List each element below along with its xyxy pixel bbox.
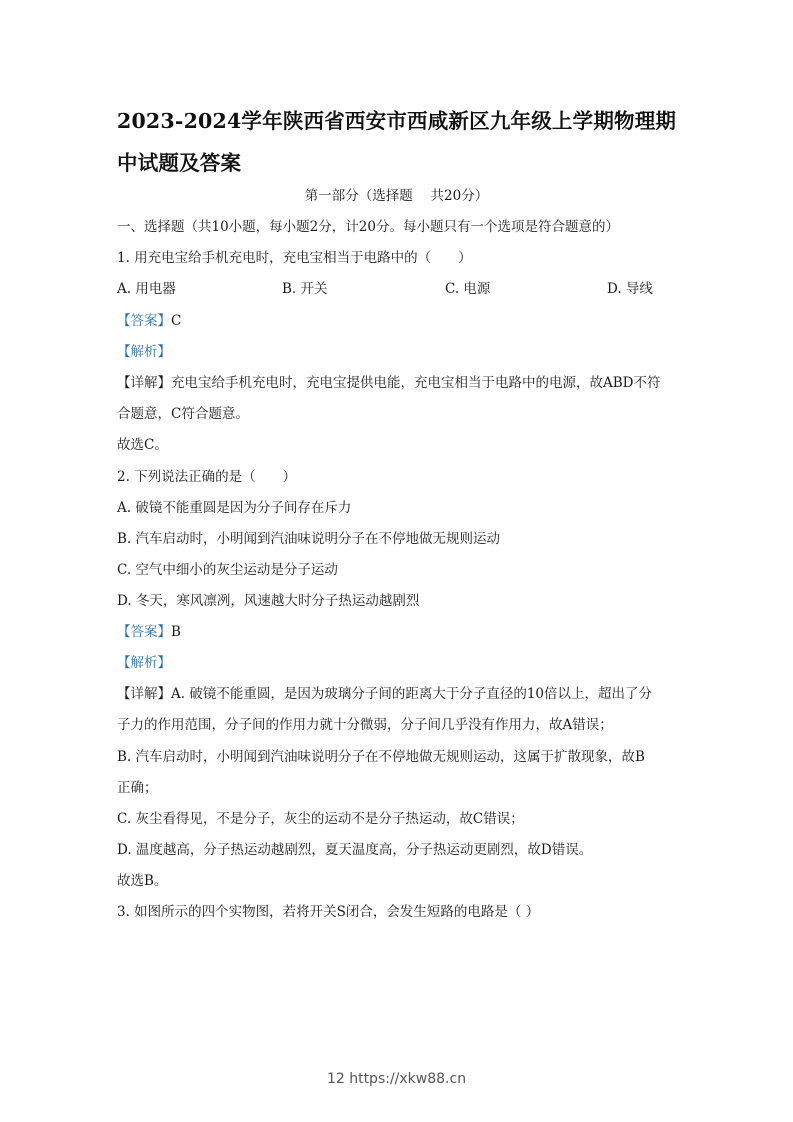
document-title-line-1: 2023-2024学年陕西省西安市西咸新区九年级上学期物理期 [117, 109, 677, 133]
question-2-stem: 2. 下列说法正确的是（ ） [117, 469, 297, 485]
question-1-option-c: C. 电源 [445, 281, 491, 297]
question-2-answer [117, 623, 181, 641]
answer-label: 【答案】 [117, 624, 171, 640]
question-2-option-a: A. 破镜不能重圆是因为分子间存在斥力 [117, 500, 352, 516]
detail-text: A. 破镜不能重圆，是因为玻璃分子间的距离大于分子直径的10倍以上，超出了分 [171, 686, 653, 702]
answer-value: B [171, 624, 181, 640]
analysis-label: 【解析】 [117, 344, 171, 360]
question-1-detail-line-1 [117, 374, 661, 392]
analysis-label: 【解析】 [117, 655, 171, 671]
detail-label: 【详解】 [117, 686, 171, 702]
question-2-analysis [117, 654, 171, 672]
question-1-option-d: D. 导线 [607, 281, 653, 297]
question-1-detail-line-2: 合题意，C符合题意。 [117, 406, 249, 422]
detail-label: 【详解】 [117, 375, 171, 391]
answer-label: 【答案】 [117, 313, 171, 329]
question-2-detail-line-5: C. 灰尘看得见，不是分子，灰尘的运动不是分子热运动，故C错误； [117, 811, 524, 827]
page-footer: 12 https://xkw88.cn [326, 1071, 467, 1087]
question-2-detail-line-3: B. 汽车启动时，小明闻到汽油味说明分子在不停地做无规则运动，这属于扩散现象，故B [117, 749, 645, 765]
section-heading: 第一部分（选择题 共20分） [304, 188, 489, 204]
answer-value: C [171, 313, 182, 329]
question-1-stem: 1. 用充电宝给手机充电时，充电宝相当于电路中的（ ） [117, 250, 472, 266]
question-2-detail-line-4: 正确； [117, 780, 158, 796]
question-2-conclusion: 故选B。 [117, 873, 168, 889]
question-2-detail-line-6: D. 温度越高，分子热运动越剧烈，夏天温度高，分子热运动更剧烈，故D错误。 [117, 842, 593, 858]
question-2-option-b: B. 汽车启动时，小明闻到汽油味说明分子在不停地做无规则运动 [117, 531, 501, 547]
question-1-conclusion: 故选C。 [117, 437, 168, 453]
question-2-detail-line-1 [117, 685, 652, 703]
section-instructions: 一、选择题（共10小题，每小题2分，计20分。每小题只有一个选项是符合题意的） [117, 219, 619, 235]
document-title-line-2: 中试题及答案 [117, 151, 242, 175]
question-1-analysis [117, 343, 171, 361]
question-2-option-c: C. 空气中细小的灰尘运动是分子运动 [117, 562, 338, 578]
question-3-stem: 3. 如图所示的四个实物图，若将开关S闭合，会发生短路的电路是（ ） [117, 904, 540, 920]
detail-text: 充电宝给手机充电时，充电宝提供电能，充电宝相当于电路中的电源，故ABD不符 [171, 375, 661, 391]
question-1-option-a: A. 用电器 [117, 281, 176, 297]
question-1-option-b: B. 开关 [282, 281, 328, 297]
question-2-detail-line-2: 子力的作用范围，分子间的作用力就十分微弱，分子间几乎没有作用力，故A错误； [117, 717, 613, 733]
question-1-answer [117, 312, 181, 330]
question-2-option-d: D. 冬天，寒风凛冽，风速越大时分子热运动越剧烈 [117, 593, 420, 609]
